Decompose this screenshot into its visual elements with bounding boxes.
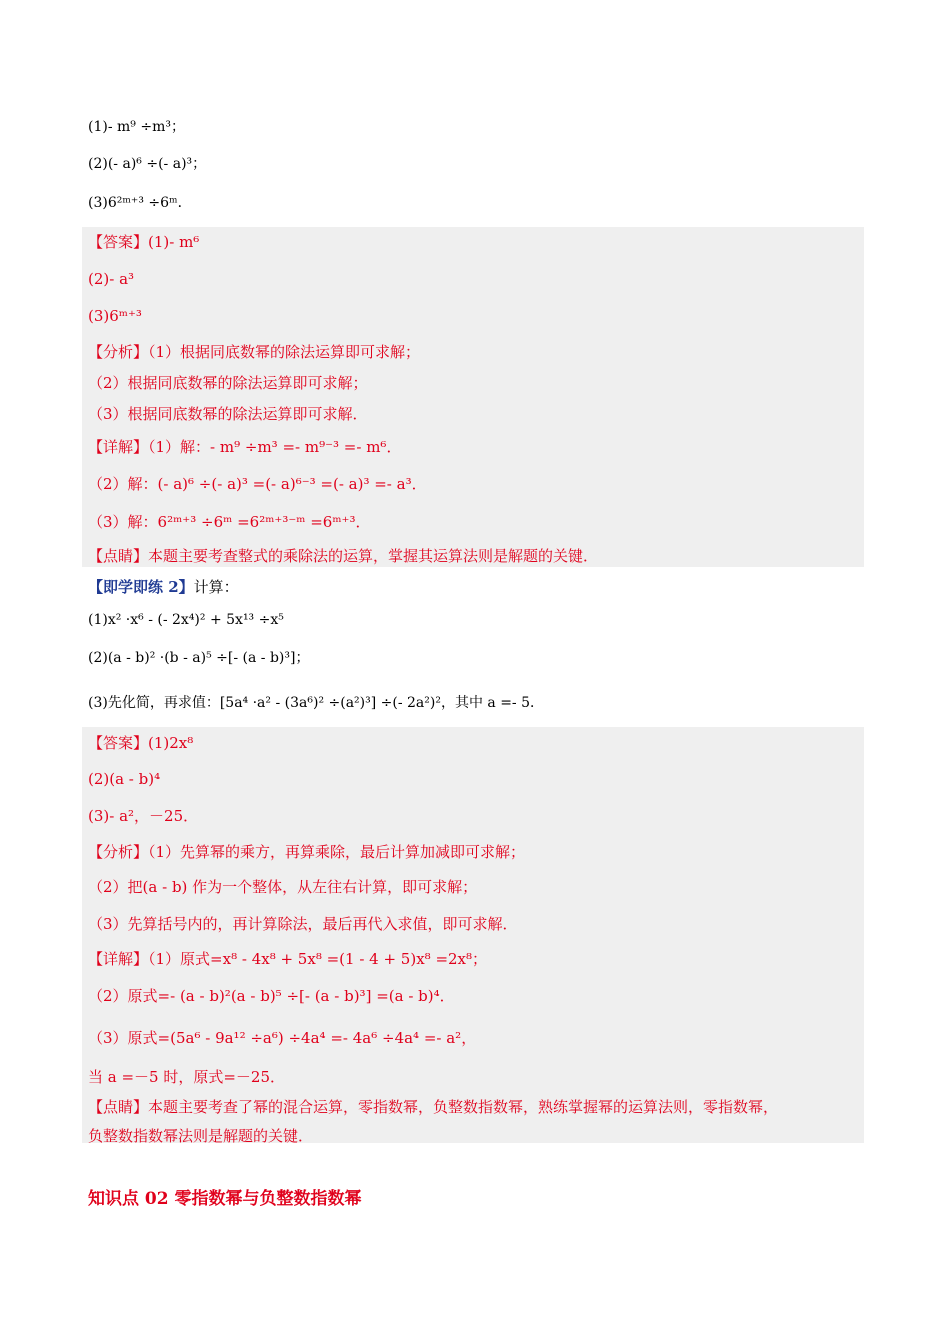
question-1-1: (1)- m⁹ ÷m³； xyxy=(88,119,185,135)
exercise-2-title: 【即学即练 2】 xyxy=(88,578,194,596)
analysis-2-3: （3）先算括号内的，再计算除法，最后再代入求值，即可求解． xyxy=(88,915,518,933)
answer-1-2: (2)- a³ xyxy=(88,270,135,288)
answer-2-3: (3)- a²，－25． xyxy=(88,807,199,825)
analysis-1-2: （2）根据同底数幂的除法运算即可求解； xyxy=(88,374,368,392)
analysis-2-1: 【分析】（1）先算幂的乘方，再算乘除，最后计算加减即可求解； xyxy=(88,843,526,861)
question-1-2: (2)(- a)⁶ ÷(- a)³； xyxy=(88,156,207,172)
analysis-2-2: （2）把(a - b) 作为一个整体，从左往右计算，即可求解； xyxy=(88,878,478,896)
detail-2-1: 【详解】（1）原式=x⁸ - 4x⁸ + 5x⁸ =(1 - 4 + 5)x⁸ =2x⁸； xyxy=(88,950,488,968)
answer-2-1: 【答案】(1)2x⁸ xyxy=(88,734,194,752)
answer-2-2: (2)(a - b)⁴ xyxy=(88,770,161,788)
detail-1-1: 【详解】（1）解：- m⁹ ÷m³ =- m⁹⁻³ =- m⁶． xyxy=(88,438,402,456)
detail-2-4: 当 a =－5 时，原式=－25． xyxy=(88,1068,286,1086)
question-2-1: (1)x² ·x⁶ - (- 2x⁴)² + 5x¹³ ÷x⁵ xyxy=(88,612,284,628)
section-title: 知识点 02 零指数幂与负整数指数幂 xyxy=(88,1189,362,1209)
detail-1-2: （2）解：(- a)⁶ ÷(- a)³ =(- a)⁶⁻³ =(- a)³ =- a³． xyxy=(88,475,427,493)
detail-1-3: （3）解：6²ᵐ⁺³ ÷6ᵐ =6²ᵐ⁺³⁻ᵐ =6ᵐ⁺³． xyxy=(88,513,371,531)
detail-2-3: （3）原式=(5a⁶ - 9a¹² ÷a⁶) ÷4a⁴ =- 4a⁶ ÷4a⁴ =- a²， xyxy=(88,1029,477,1047)
comment-2-line-1: 【点睛】本题主要考查了幂的混合运算，零指数幂，负整数指数幂，熟练掌握幂的运算法则，零指数幂， xyxy=(88,1098,779,1116)
answer-1-3: (3)6ᵐ⁺³ xyxy=(88,307,142,325)
exercise-2-title-tail: 计算： xyxy=(193,578,239,596)
analysis-1-1: 【分析】（1）根据同底数幂的除法运算即可求解； xyxy=(88,343,421,361)
question-1-3: (3)6²ᵐ⁺³ ÷6ᵐ． xyxy=(88,195,192,211)
detail-2-2: （2）原式=- (a - b)²(a - b)⁵ ÷[- (a - b)³] =(a - b)⁴． xyxy=(88,987,455,1005)
analysis-1-3: （3）根据同底数幂的除法运算即可求解． xyxy=(88,405,368,423)
question-2-2: (2)(a - b)² ·(b - a)⁵ ÷[- (a - b)³]； xyxy=(88,650,310,666)
comment-2-line-2: 负整数指数幂法则是解题的关键． xyxy=(88,1127,314,1145)
exercise-2-heading xyxy=(88,577,239,597)
comment-1: 【点睛】本题主要考查整式的乘除法的运算，掌握其运算法则是解题的关键． xyxy=(88,547,599,565)
answer-1-1: 【答案】(1)- m⁶ xyxy=(88,233,200,251)
question-2-3: (3)先化简，再求值：[5a⁴ ·a² - (3a⁶)² ÷(a²)³] ÷(- 2a²)²，其中 a =- 5． xyxy=(88,695,545,711)
